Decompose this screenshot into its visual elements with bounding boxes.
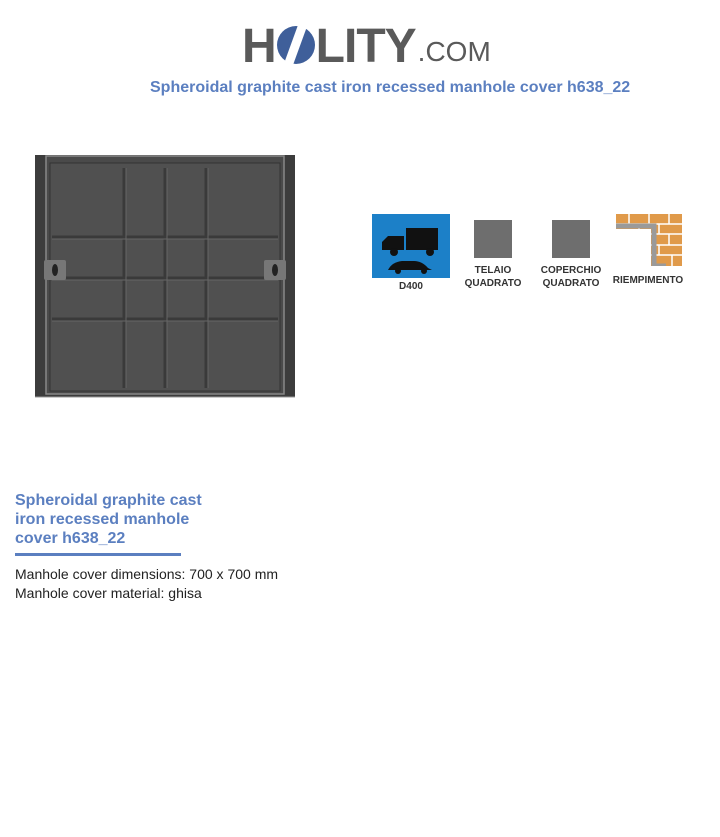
spec-dimensions: Manhole cover dimensions: 700 x 700 mm	[15, 566, 279, 582]
spec-material: Manhole cover material: ghisa	[15, 585, 202, 601]
logo-o-icon	[277, 26, 315, 64]
page-title: Spheroidal graphite cast iron recessed manhole cover h638_22	[150, 79, 631, 96]
square-cover-icon	[552, 220, 590, 258]
square-frame-icon	[474, 220, 512, 258]
product-title: Spheroidal graphite cast iron recessed manhole cover h638_22	[15, 492, 202, 547]
logo-brand: H LITY	[242, 20, 416, 73]
load-class-icon	[372, 214, 450, 278]
filling-label: RIEMPIMENTO	[612, 275, 684, 286]
cover-label: COPERCHIO QUADRATO	[540, 265, 602, 289]
frame-label: TELAIO QUADRATO	[464, 265, 522, 289]
logo-domain: .COM	[417, 36, 491, 67]
manhole-cover-image	[32, 150, 298, 400]
brick-filling-icon	[616, 214, 682, 266]
holity-logo[interactable]	[242, 12, 491, 72]
load-class-label: D400	[399, 281, 423, 292]
title-underline	[15, 553, 181, 556]
